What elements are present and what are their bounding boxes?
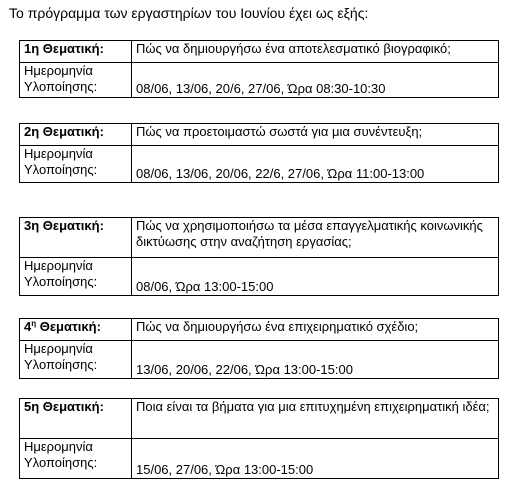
workshop-3-date-label bbox=[20, 258, 132, 296]
date-label-line2: Υλοποίησης: bbox=[24, 274, 98, 289]
date-label-line2: Υλοποίησης: bbox=[24, 79, 98, 94]
workshop-2-label: 2η Θεματική: bbox=[20, 124, 132, 146]
workshop-2-topic: Πώς να προετοιμαστώ σωστά για μια συνέντευξη; bbox=[132, 124, 499, 146]
workshop-5-date-label bbox=[20, 439, 132, 479]
workshop-2-date-label bbox=[20, 146, 132, 183]
workshop-5-topic: Ποια είναι τα βήματα για μια επιτυχημένη επιχειρηματική ιδέα; bbox=[132, 399, 499, 439]
workshop-1-dates: 08/06, 13/06, 20/6, 27/06, Ώρα 08:30-10:30 bbox=[132, 63, 499, 98]
workshop-3-topic: Πώς να χρησιμοποιήσω τα μέσα επαγγελματικής κοινωνικής δικτύωσης στην αναζήτηση εργασίας; bbox=[132, 218, 499, 258]
workshop-1-label: 1η Θεματική: bbox=[20, 41, 132, 63]
date-label-line2: Υλοποίησης: bbox=[24, 455, 98, 470]
workshop-1-table bbox=[19, 40, 499, 98]
workshop-1-date-label bbox=[20, 63, 132, 98]
workshop-4-dates: 13/06, 20/06, 22/06, Ώρα 13:00-15:00 bbox=[132, 341, 499, 379]
workshop-4-date-label bbox=[20, 341, 132, 379]
workshop-4-topic: Πώς να δημιουργήσω ένα επιχειρηματικό σχέδιο; bbox=[132, 319, 499, 341]
date-label-line2: Υλοποίησης: bbox=[24, 162, 98, 177]
workshop-4-table bbox=[19, 318, 499, 379]
date-label-line2: Υλοποίησης: bbox=[24, 357, 98, 372]
date-label-line1: Ημερομηνία bbox=[24, 258, 93, 273]
workshop-2-table bbox=[19, 123, 499, 183]
workshop-5-label: 5η Θεματική: bbox=[20, 399, 132, 439]
workshop-4-label bbox=[20, 319, 132, 341]
date-label-line1: Ημερομηνία bbox=[24, 341, 93, 356]
workshop-1-topic: Πώς να δημιουργήσω ένα αποτελεσματικό βιογραφικό; bbox=[132, 41, 499, 63]
workshop-2-dates: 08/06, 13/06, 20/06, 22/6, 27/06, Ώρα 11:00-13:00 bbox=[132, 146, 499, 183]
intro-text: Το πρόγραμμα των εργαστηρίων του Ιουνίου έχει ως εξής: bbox=[9, 5, 369, 21]
workshop-3-table bbox=[19, 217, 499, 296]
workshop-4-label-rest: Θεματική: bbox=[36, 319, 101, 334]
workshop-5-table bbox=[19, 398, 499, 479]
workshop-5-dates: 15/06, 27/06, Ώρα 13:00-15:00 bbox=[132, 439, 499, 479]
workshop-3-dates: 08/06, Ώρα 13:00-15:00 bbox=[132, 258, 499, 296]
date-label-line1: Ημερομηνία bbox=[24, 63, 93, 78]
workshop-4-label-num: 4 bbox=[24, 319, 32, 334]
workshop-4-label-sup: η bbox=[31, 319, 37, 328]
workshop-3-label: 3η Θεματική: bbox=[20, 218, 132, 258]
date-label-line1: Ημερομηνία bbox=[24, 439, 93, 454]
date-label-line1: Ημερομηνία bbox=[24, 146, 93, 161]
